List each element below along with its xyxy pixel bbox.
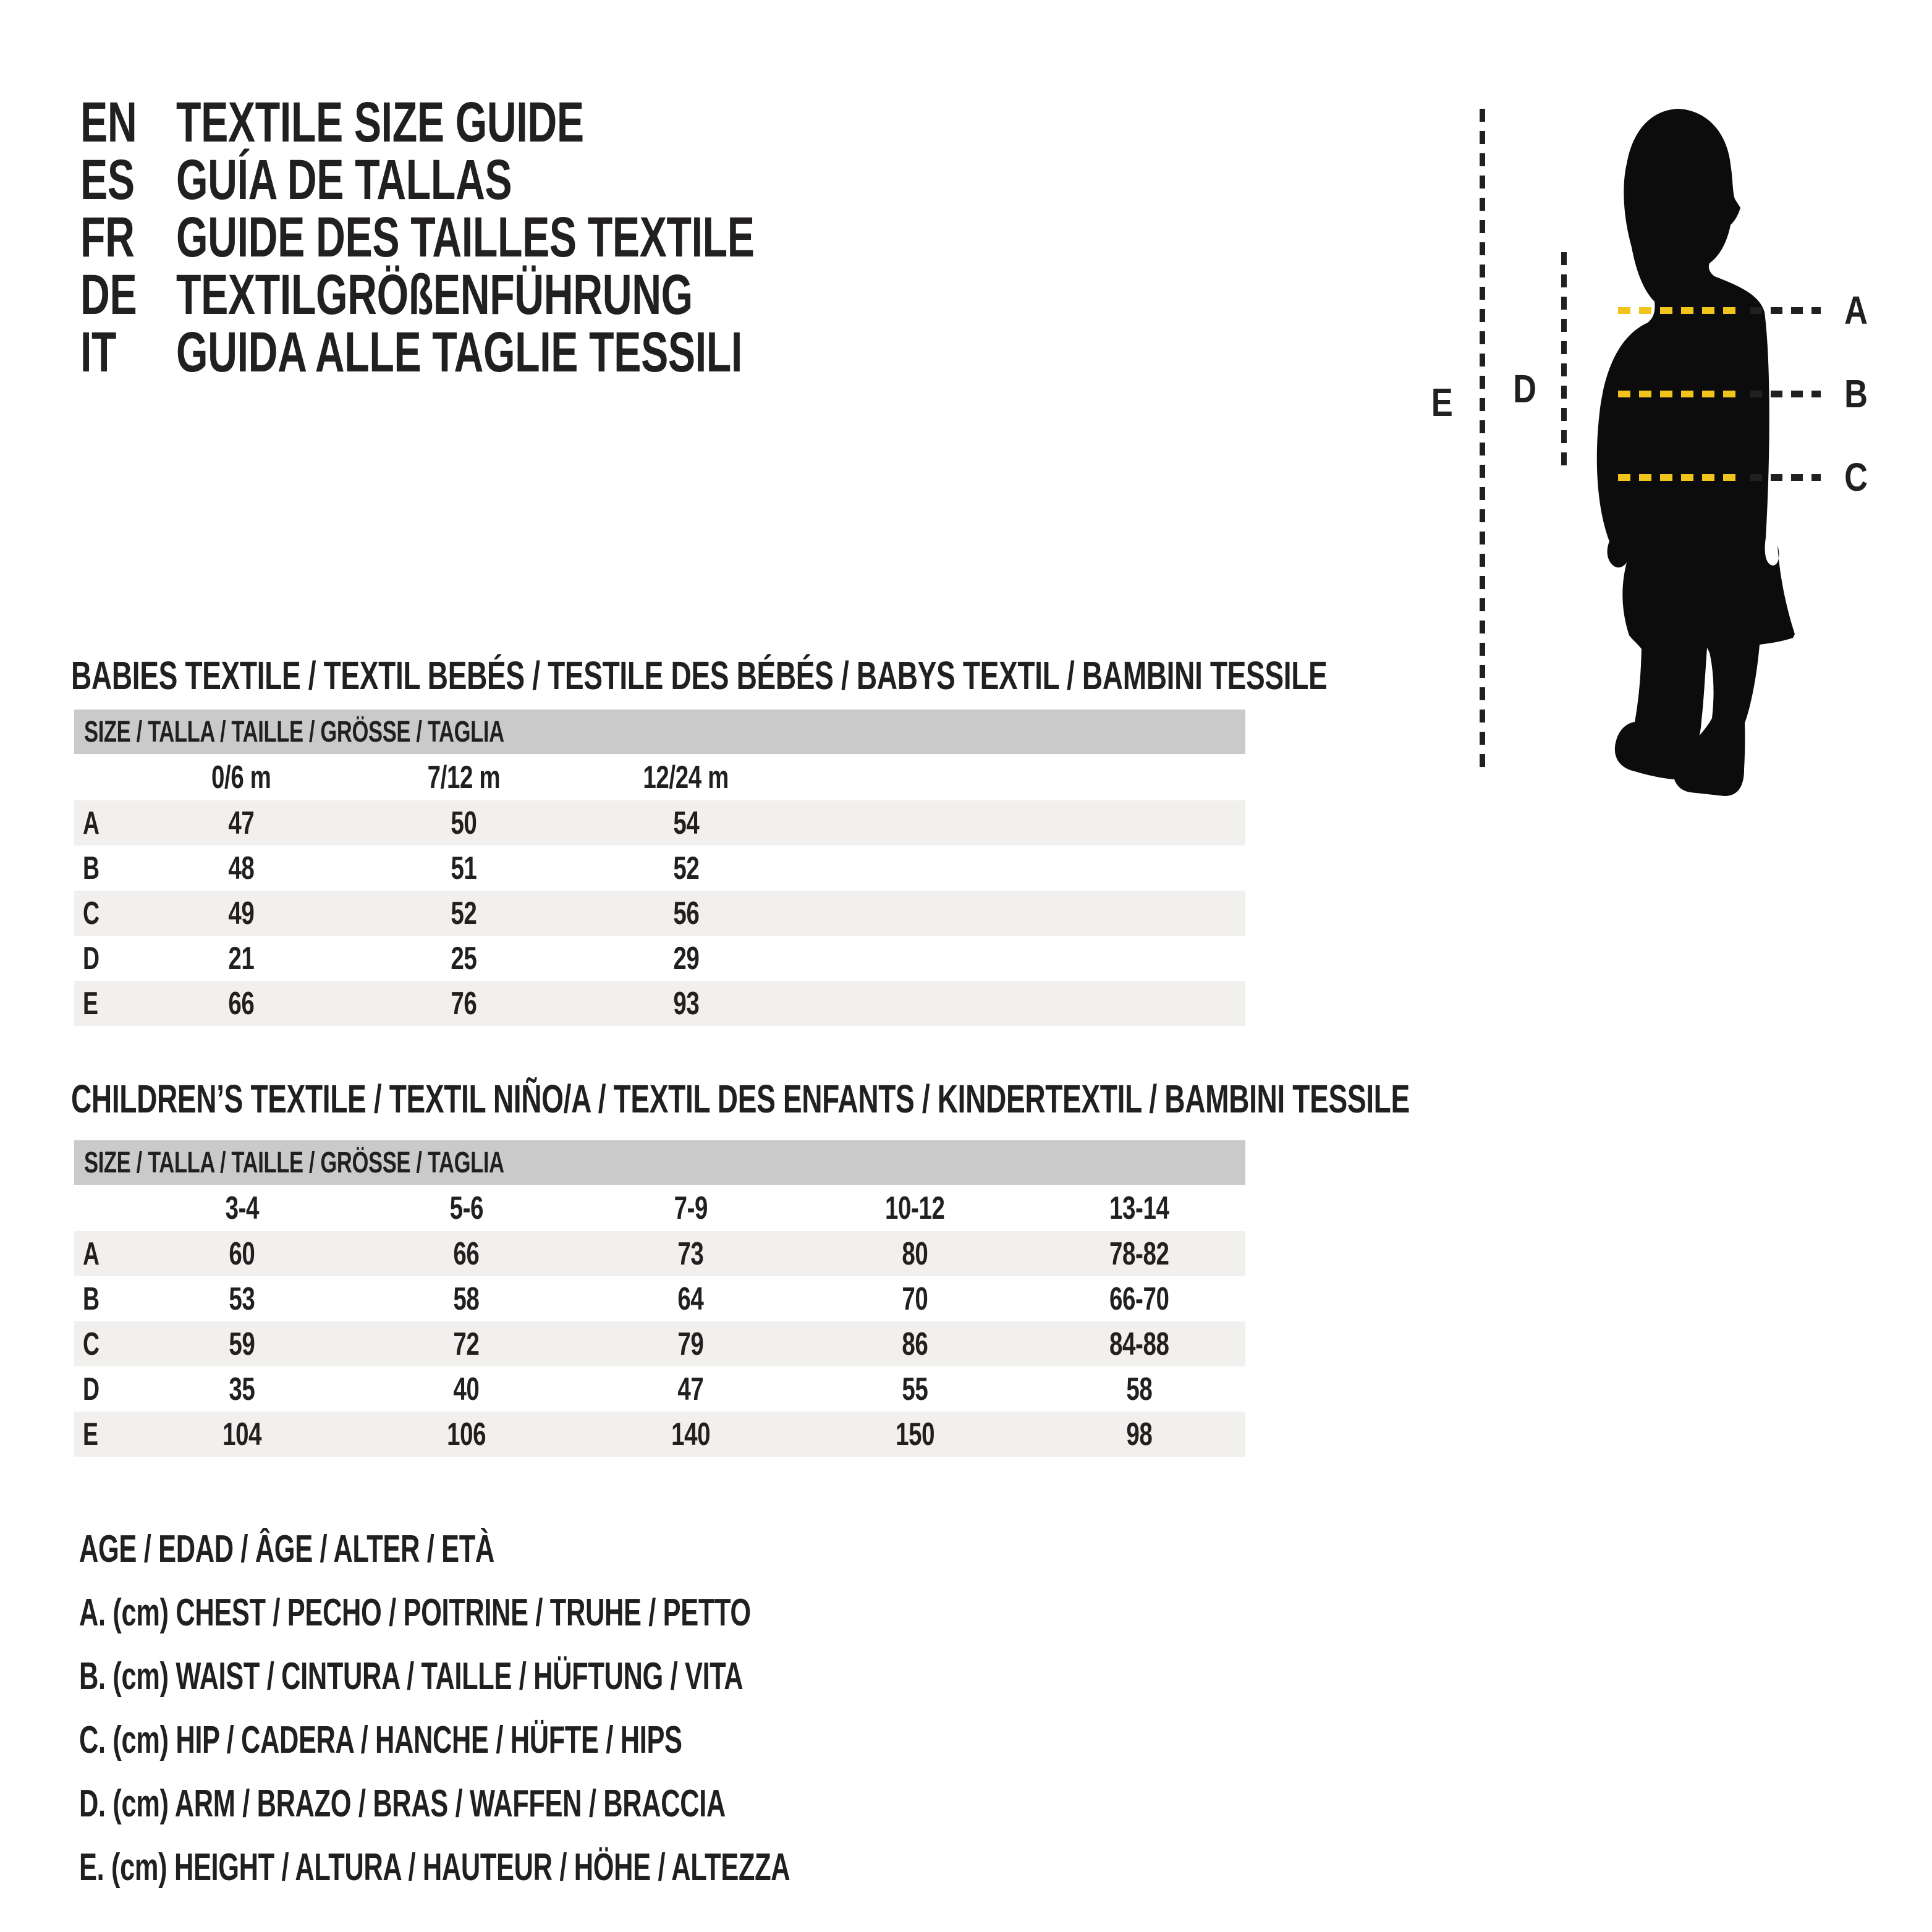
lang-row-it [80, 321, 979, 384]
chest-dash-dark [1750, 307, 1821, 314]
babies-row-b: B 48 51 52 [83, 850, 700, 886]
children-row-e: E 104 106 140 150 98 [74, 1412, 1245, 1457]
babies-section-title: BABIES TEXTILE / TEXTIL BEBÉS / TESTILE DES BÉBÉS / BABYS TEXTIL / BAMBINI TESSILE [71, 653, 1328, 698]
babies-row-c: C 49 52 56 [74, 891, 1245, 936]
babies-col-0-6m: 0/6 m [211, 759, 271, 795]
measurement-legend [79, 1517, 1095, 1899]
babies-size-header-bar: SIZE / TALLA / TAILLE / GRÖSSE / TAGLIA [74, 710, 1245, 754]
lang-code-en: EN [80, 91, 137, 154]
children-size-header-bar: SIZE / TALLA / TAILLE / GRÖSSE / TAGLIA [74, 1140, 1245, 1185]
children-row-b: B 53 58 64 70 66-70 [83, 1281, 1169, 1317]
children-row-d: D 35 40 47 55 58 [83, 1371, 1153, 1407]
children-col-7-9: 7-9 [674, 1190, 708, 1226]
label-hip-c: C [1844, 455, 1868, 499]
waist-measure-line [1618, 391, 1821, 397]
chest-measure-line [1618, 307, 1821, 314]
label-chest-a: A [1844, 288, 1868, 333]
label-arm-d: D [1513, 366, 1536, 411]
children-col-10-12: 10-12 [885, 1190, 945, 1226]
children-size-table [74, 1140, 1245, 1457]
children-row-c: C 59 72 79 86 84-88 [74, 1321, 1245, 1366]
children-col-3-4: 3-4 [225, 1190, 259, 1226]
lang-row-fr [80, 206, 979, 269]
lang-row-en [80, 91, 979, 154]
children-column-header-row [74, 1185, 1245, 1231]
legend-hip: C. (cm) HIP / CADERA / HANCHE / HÜFTE / HIPS [79, 1719, 682, 1761]
hip-dash-dark [1750, 474, 1821, 481]
lang-title-en: TEXTILE SIZE GUIDE [176, 91, 584, 154]
legend-arm: D. (cm) ARM / BRAZO / BRAS / WAFFEN / BRACCIA [79, 1782, 726, 1825]
lang-code-es: ES [80, 148, 135, 211]
chest-dash-yellow [1618, 307, 1742, 314]
children-col-5-6: 5-6 [449, 1190, 483, 1226]
waist-dash-dark [1750, 391, 1821, 397]
babies-column-header-row [74, 754, 1245, 800]
babies-col-7-12m: 7/12 m [427, 759, 500, 795]
babies-row-d: D 21 25 29 [83, 940, 700, 977]
children-col-13-14: 13-14 [1109, 1190, 1169, 1226]
arm-measure-line [1561, 252, 1567, 472]
legend-height: E. (cm) HEIGHT / ALTURA / HAUTEUR / HÖHE / ALTEZZA [79, 1846, 790, 1889]
lang-code-de: DE [80, 263, 137, 326]
lang-title-fr: GUIDE DES TAILLES TEXTILE [176, 206, 755, 269]
measurement-figure [1409, 93, 1932, 834]
babies-col-12-24m: 12/24 m [643, 759, 729, 795]
children-section-title: CHILDREN’S TEXTILE / TEXTIL NIÑO/A / TEXTIL DES ENFANTS / KINDERTEXTIL / BAMBINI TESSILE [71, 1077, 1410, 1121]
children-row-a: A 60 66 73 80 78-82 [74, 1231, 1245, 1276]
legend-age: AGE / EDAD / ÂGE / ALTER / ETÀ [79, 1528, 494, 1570]
lang-row-es [80, 148, 979, 211]
lang-title-es: GUÍA DE TALLAS [176, 148, 512, 211]
lang-title-de: TEXTILGRÖßENFÜHRUNG [176, 263, 693, 326]
lang-row-de [80, 263, 979, 326]
language-header [80, 91, 979, 384]
lang-code-fr: FR [80, 206, 135, 269]
babies-row-a: A 47 50 54 [74, 800, 1245, 845]
lang-title-it: GUIDA ALLE TAGLIE TESSILI [176, 321, 742, 384]
lang-code-it: IT [80, 321, 117, 384]
label-height-e: E [1431, 380, 1453, 425]
label-waist-b: B [1844, 371, 1868, 416]
waist-dash-yellow [1618, 391, 1742, 397]
hip-dash-yellow [1618, 474, 1742, 481]
babies-row-e: E 66 76 93 [74, 981, 1245, 1026]
legend-waist: B. (cm) WAIST / CINTURA / TAILLE / HÜFTUNG / VITA [79, 1655, 744, 1698]
babies-size-table [74, 710, 1245, 1026]
legend-chest: A. (cm) CHEST / PECHO / POITRINE / TRUHE / PETTO [79, 1591, 751, 1634]
hip-measure-line [1618, 474, 1821, 481]
